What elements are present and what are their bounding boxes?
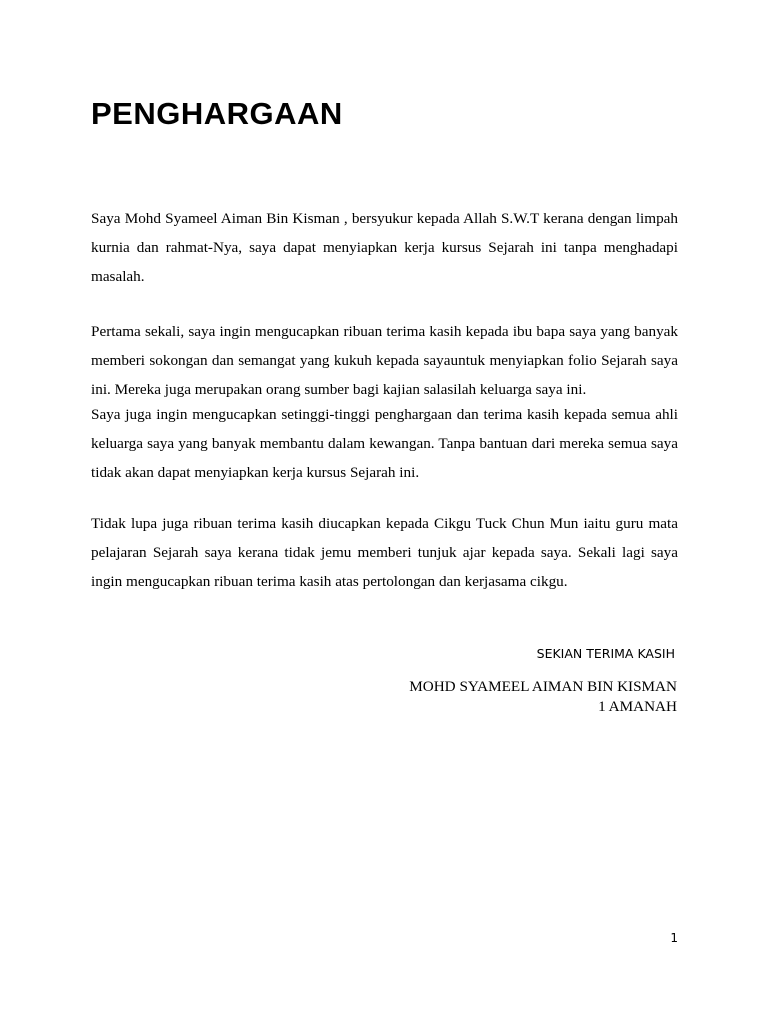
page-title: PENGHARGAAN (91, 96, 343, 131)
paragraph-intro: Saya Mohd Syameel Aiman Bin Kisman , bersyukur kepada Allah S.W.T kerana dengan limpah kurnia dan rahmat-Nya, saya dapat menyiapkan kerja kursus Sejarah ini tanpa menghadapi masalah. (91, 210, 678, 285)
closing-text: SEKIAN TERIMA KASIH (536, 646, 675, 661)
signature-block (409, 677, 677, 717)
paragraph-parents: Pertama sekali, saya ingin mengucapkan ribuan terima kasih kepada ibu bapa saya yang banyak memberi sokongan dan semangat yang kukuh kepada sayauntuk menyiapkan folio Sejarah saya ini. Mereka juga merupakan orang sumber bagi kajian salasilah keluarga saya ini. (91, 323, 678, 398)
signature-class: 1 AMANAH (598, 698, 677, 715)
paragraph-teacher: Tidak lupa juga ribuan terima kasih diucapkan kepada Cikgu Tuck Chun Mun iaitu guru mata pelajaran Sejarah saya kerana tidak jemu memberi tunjuk ajar kepada saya. Sekali lagi saya ingin mengucapkan ribuan terima kasih atas pertolongan dan kerjasama cikgu. (91, 515, 678, 590)
signature-name: MOHD SYAMEEL AIMAN BIN KISMAN (409, 678, 677, 695)
page-number: 1 (670, 931, 678, 945)
paragraph-family: Saya juga ingin mengucapkan setinggi-tinggi penghargaan dan terima kasih kepada semua ahli keluarga saya yang banyak membantu dalam kewangan. Tanpa bantuan dari mereka semua saya tidak akan dapat menyiapkan kerja kursus Sejarah ini. (91, 406, 678, 481)
